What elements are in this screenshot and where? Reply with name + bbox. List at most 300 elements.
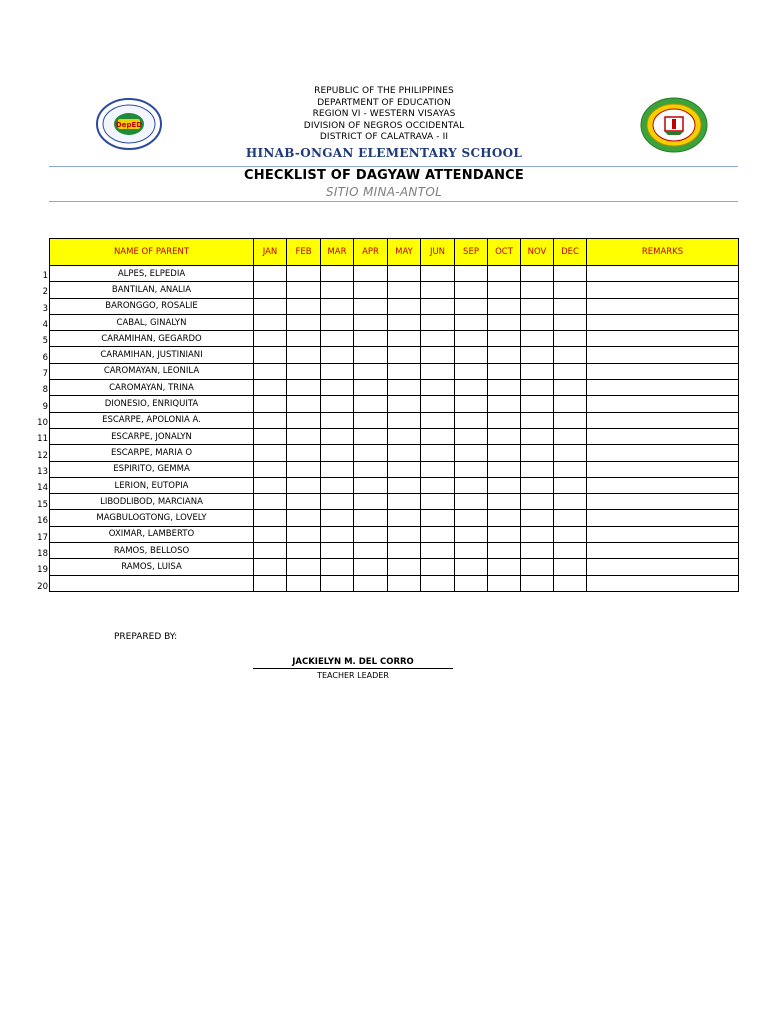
prepared-by-label: PREPARED BY: [114, 632, 178, 642]
attendance-cell[interactable] [554, 331, 587, 347]
remarks-cell[interactable] [587, 559, 739, 575]
attendance-cell[interactable] [554, 559, 587, 575]
row-number: 10 [37, 418, 48, 429]
document-title: CHECKLIST OF DAGYAW ATTENDANCE [244, 168, 524, 183]
attendance-cell[interactable] [254, 282, 287, 298]
attendance-cell[interactable] [354, 282, 388, 298]
attendance-cell[interactable] [421, 575, 455, 591]
parent-name-cell[interactable]: ESPIRITO, GEMMA [50, 461, 254, 477]
attendance-cell[interactable] [455, 445, 488, 461]
attendance-cell[interactable] [354, 412, 388, 428]
attendance-cell[interactable] [488, 412, 521, 428]
attendance-cell[interactable] [455, 282, 488, 298]
attendance-cell[interactable] [321, 510, 354, 526]
attendance-cell[interactable] [354, 380, 388, 396]
attendance-cell[interactable] [421, 543, 455, 559]
attendance-cell[interactable] [321, 412, 354, 428]
column-header-feb: FEB [287, 239, 321, 266]
attendance-cell[interactable] [421, 331, 455, 347]
table-row [50, 266, 739, 282]
divider-top [49, 166, 738, 167]
attendance-cell[interactable] [254, 412, 287, 428]
remarks-cell[interactable] [587, 477, 739, 493]
attendance-cell[interactable] [388, 396, 421, 412]
attendance-cell[interactable] [521, 396, 554, 412]
attendance-cell[interactable] [455, 543, 488, 559]
attendance-cell[interactable] [421, 347, 455, 363]
row-number: 14 [37, 483, 48, 494]
attendance-cell[interactable] [554, 510, 587, 526]
attendance-cell[interactable] [488, 396, 521, 412]
attendance-cell[interactable] [287, 331, 321, 347]
column-header-mar: MAR [321, 239, 354, 266]
row-number: 3 [42, 303, 48, 314]
attendance-cell[interactable] [521, 543, 554, 559]
remarks-cell[interactable] [587, 575, 739, 591]
attendance-cell[interactable] [421, 526, 455, 542]
attendance-cell[interactable] [321, 559, 354, 575]
attendance-cell[interactable] [254, 298, 287, 314]
column-header-may: MAY [388, 239, 421, 266]
attendance-cell[interactable] [421, 412, 455, 428]
attendance-cell[interactable] [354, 428, 388, 444]
attendance-cell[interactable] [455, 347, 488, 363]
attendance-cell[interactable] [388, 510, 421, 526]
attendance-cell[interactable] [488, 543, 521, 559]
attendance-cell[interactable] [488, 380, 521, 396]
parent-name-cell[interactable]: CAROMAYAN, TRINA [50, 380, 254, 396]
attendance-cell[interactable] [421, 266, 455, 282]
attendance-cell[interactable] [287, 266, 321, 282]
remarks-cell[interactable] [587, 428, 739, 444]
remarks-cell[interactable] [587, 526, 739, 542]
attendance-cell[interactable] [254, 543, 287, 559]
attendance-cell[interactable] [321, 363, 354, 379]
attendance-cell[interactable] [254, 314, 287, 330]
attendance-cell[interactable] [354, 494, 388, 510]
table-row [50, 298, 739, 314]
column-header-jan: JAN [254, 239, 287, 266]
attendance-cell[interactable] [287, 380, 321, 396]
table-row [50, 543, 739, 559]
attendance-cell[interactable] [321, 543, 354, 559]
remarks-cell[interactable] [587, 445, 739, 461]
attendance-cell[interactable] [488, 575, 521, 591]
attendance-cell[interactable] [354, 559, 388, 575]
attendance-cell[interactable] [488, 461, 521, 477]
row-number: 18 [37, 548, 48, 559]
attendance-cell[interactable] [554, 266, 587, 282]
attendance-cell[interactable] [354, 314, 388, 330]
header-line-region: REGION VI - WESTERN VISAYAS [312, 109, 456, 119]
attendance-cell[interactable] [488, 510, 521, 526]
attendance-cell[interactable] [554, 543, 587, 559]
attendance-cell[interactable] [421, 380, 455, 396]
table-row [50, 428, 739, 444]
remarks-cell[interactable] [587, 461, 739, 477]
table-row [50, 363, 739, 379]
row-number: 17 [37, 532, 48, 543]
attendance-cell[interactable] [254, 266, 287, 282]
table-row [50, 282, 739, 298]
attendance-cell[interactable] [421, 396, 455, 412]
attendance-cell[interactable] [254, 331, 287, 347]
attendance-cell[interactable] [321, 494, 354, 510]
attendance-cell[interactable] [388, 477, 421, 493]
column-header-apr: APR [354, 239, 388, 266]
attendance-cell[interactable] [554, 298, 587, 314]
remarks-cell[interactable] [587, 494, 739, 510]
attendance-cell[interactable] [354, 543, 388, 559]
parent-name-cell[interactable] [50, 575, 254, 591]
attendance-cell[interactable] [287, 282, 321, 298]
parent-name-cell[interactable]: CARAMIHAN, JUSTINIANI [50, 347, 254, 363]
column-header-remarks: REMARKS [587, 239, 739, 266]
attendance-cell[interactable] [388, 412, 421, 428]
attendance-cell[interactable] [254, 396, 287, 412]
attendance-cell[interactable] [321, 575, 354, 591]
document-subtitle: SITIO MINA-ANTOL [325, 185, 443, 199]
attendance-cell[interactable] [521, 477, 554, 493]
attendance-cell[interactable] [421, 314, 455, 330]
remarks-cell[interactable] [587, 314, 739, 330]
attendance-cell[interactable] [521, 559, 554, 575]
parent-name-cell[interactable]: BANTILAN, ANALIA [50, 282, 254, 298]
attendance-cell[interactable] [521, 380, 554, 396]
parent-name-cell[interactable]: ESCARPE, JONALYN [50, 428, 254, 444]
attendance-cell[interactable] [321, 461, 354, 477]
row-number: 13 [37, 467, 48, 478]
agency-header [0, 86, 768, 144]
attendance-cell[interactable] [455, 477, 488, 493]
attendance-cell[interactable] [287, 363, 321, 379]
table-row [50, 510, 739, 526]
attendance-cell[interactable] [488, 331, 521, 347]
attendance-cell[interactable] [254, 445, 287, 461]
attendance-cell[interactable] [455, 526, 488, 542]
attendance-cell[interactable] [554, 445, 587, 461]
attendance-cell[interactable] [421, 559, 455, 575]
table-row [50, 461, 739, 477]
attendance-cell[interactable] [388, 445, 421, 461]
attendance-cell[interactable] [287, 396, 321, 412]
table-row [50, 380, 739, 396]
parent-name-cell[interactable]: RAMOS, BELLOSO [50, 543, 254, 559]
attendance-cell[interactable] [455, 428, 488, 444]
parent-name-cell[interactable]: OXIMAR, LAMBERTO [50, 526, 254, 542]
row-number: 6 [42, 352, 48, 363]
attendance-cell[interactable] [321, 331, 354, 347]
attendance-cell[interactable] [421, 510, 455, 526]
table-row [50, 314, 739, 330]
attendance-cell[interactable] [354, 510, 388, 526]
attendance-cell[interactable] [554, 347, 587, 363]
attendance-cell[interactable] [554, 363, 587, 379]
attendance-cell[interactable] [554, 575, 587, 591]
row-number: 11 [37, 434, 48, 445]
attendance-cell[interactable] [388, 298, 421, 314]
attendance-cell[interactable] [521, 266, 554, 282]
remarks-cell[interactable] [587, 266, 739, 282]
attendance-cell[interactable] [554, 396, 587, 412]
attendance-cell[interactable] [254, 575, 287, 591]
attendance-cell[interactable] [254, 526, 287, 542]
remarks-cell[interactable] [587, 412, 739, 428]
attendance-cell[interactable] [488, 559, 521, 575]
attendance-cell[interactable] [521, 494, 554, 510]
remarks-cell[interactable] [587, 380, 739, 396]
attendance-cell[interactable] [287, 510, 321, 526]
attendance-cell[interactable] [521, 510, 554, 526]
attendance-cell[interactable] [354, 526, 388, 542]
parent-name-cell[interactable]: CABAL, GINALYN [50, 314, 254, 330]
attendance-cell[interactable] [421, 363, 455, 379]
attendance-cell[interactable] [554, 461, 587, 477]
attendance-cell[interactable] [388, 461, 421, 477]
attendance-cell[interactable] [554, 526, 587, 542]
attendance-cell[interactable] [388, 559, 421, 575]
attendance-cell[interactable] [354, 477, 388, 493]
attendance-cell[interactable] [354, 575, 388, 591]
attendance-cell[interactable] [488, 526, 521, 542]
parent-name-cell[interactable]: MAGBULOGTONG, LOVELY [50, 510, 254, 526]
attendance-cell[interactable] [488, 347, 521, 363]
attendance-table [49, 238, 739, 592]
attendance-cell[interactable] [421, 461, 455, 477]
attendance-cell[interactable] [388, 331, 421, 347]
table-row [50, 526, 739, 542]
attendance-cell[interactable] [554, 494, 587, 510]
attendance-cell[interactable] [321, 428, 354, 444]
attendance-cell[interactable] [254, 428, 287, 444]
attendance-cell[interactable] [521, 461, 554, 477]
attendance-cell[interactable] [354, 461, 388, 477]
attendance-cell[interactable] [388, 543, 421, 559]
attendance-cell[interactable] [321, 314, 354, 330]
attendance-cell[interactable] [287, 428, 321, 444]
table-row [50, 396, 739, 412]
attendance-cell[interactable] [455, 396, 488, 412]
attendance-cell[interactable] [254, 494, 287, 510]
attendance-cell[interactable] [287, 347, 321, 363]
attendance-cell[interactable] [388, 363, 421, 379]
attendance-cell[interactable] [521, 575, 554, 591]
attendance-cell[interactable] [388, 428, 421, 444]
attendance-cell[interactable] [521, 282, 554, 298]
parent-name-cell[interactable]: ESCARPE, APOLONIA A. [50, 412, 254, 428]
remarks-cell[interactable] [587, 543, 739, 559]
table-header-row [50, 239, 739, 266]
row-number: 16 [37, 516, 48, 527]
attendance-cell[interactable] [321, 266, 354, 282]
attendance-cell[interactable] [488, 445, 521, 461]
attendance-cell[interactable] [388, 575, 421, 591]
attendance-cell[interactable] [354, 331, 388, 347]
row-number: 19 [37, 565, 48, 576]
row-number: 4 [42, 320, 48, 331]
attendance-cell[interactable] [421, 298, 455, 314]
attendance-cell[interactable] [287, 314, 321, 330]
attendance-cell[interactable] [287, 461, 321, 477]
attendance-cell[interactable] [521, 363, 554, 379]
attendance-cell[interactable] [521, 526, 554, 542]
parent-name-cell[interactable]: ALPES, ELPEDIA [50, 266, 254, 282]
header-line-district: DISTRICT OF CALATRAVA - II [319, 132, 449, 142]
row-number: 2 [42, 287, 48, 298]
attendance-cell[interactable] [321, 298, 354, 314]
attendance-cell[interactable] [554, 477, 587, 493]
table-row [50, 445, 739, 461]
logo-text: DepED [115, 121, 143, 129]
attendance-cell[interactable] [321, 526, 354, 542]
attendance-cell[interactable] [521, 331, 554, 347]
parent-name-cell[interactable]: CAROMAYAN, LEONILA [50, 363, 254, 379]
row-number: 7 [42, 369, 48, 380]
attendance-cell[interactable] [421, 494, 455, 510]
parent-name-cell[interactable]: CARAMIHAN, GEGARDO [50, 331, 254, 347]
attendance-cell[interactable] [488, 363, 521, 379]
divider-bottom [49, 201, 738, 202]
attendance-cell[interactable] [321, 380, 354, 396]
attendance-cell[interactable] [287, 494, 321, 510]
attendance-cell[interactable] [554, 380, 587, 396]
row-number: 8 [42, 385, 48, 396]
header-line-department: DEPARTMENT OF EDUCATION [317, 97, 451, 108]
parent-name-cell[interactable]: BARONGGO, ROSALIE [50, 298, 254, 314]
attendance-cell[interactable] [354, 266, 388, 282]
parent-name-cell[interactable]: LERION, EUTOPIA [50, 477, 254, 493]
attendance-cell[interactable] [455, 412, 488, 428]
parent-name-cell[interactable]: LIBODLIBOD, MARCIANA [50, 494, 254, 510]
attendance-cell[interactable] [521, 428, 554, 444]
column-header-nov: NOV [521, 239, 554, 266]
attendance-cell[interactable] [254, 380, 287, 396]
attendance-cell[interactable] [488, 494, 521, 510]
signer-role: TEACHER LEADER [317, 671, 389, 680]
attendance-cell[interactable] [421, 445, 455, 461]
remarks-cell[interactable] [587, 298, 739, 314]
attendance-cell[interactable] [455, 494, 488, 510]
attendance-cell[interactable] [488, 298, 521, 314]
table-row [50, 412, 739, 428]
remarks-cell[interactable] [587, 282, 739, 298]
attendance-cell[interactable] [488, 266, 521, 282]
remarks-cell[interactable] [587, 347, 739, 363]
attendance-cell[interactable] [388, 380, 421, 396]
parent-name-cell[interactable]: ESCARPE, MARIA O [50, 445, 254, 461]
attendance-cell[interactable] [287, 298, 321, 314]
attendance-cell[interactable] [488, 282, 521, 298]
attendance-cell[interactable] [388, 526, 421, 542]
attendance-cell[interactable] [521, 314, 554, 330]
remarks-cell[interactable] [587, 510, 739, 526]
row-number: 15 [37, 499, 48, 510]
attendance-cell[interactable] [388, 266, 421, 282]
attendance-cell[interactable] [421, 428, 455, 444]
attendance-cell[interactable] [287, 543, 321, 559]
attendance-cell[interactable] [455, 510, 488, 526]
attendance-cell[interactable] [521, 298, 554, 314]
attendance-cell[interactable] [388, 347, 421, 363]
attendance-cell[interactable] [254, 510, 287, 526]
header-line-division: DIVISION OF NEGROS OCCIDENTAL [303, 120, 465, 131]
attendance-cell[interactable] [254, 461, 287, 477]
attendance-cell[interactable] [287, 412, 321, 428]
attendance-cell[interactable] [554, 314, 587, 330]
attendance-cell[interactable] [455, 314, 488, 330]
attendance-cell[interactable] [554, 412, 587, 428]
attendance-cell[interactable] [287, 445, 321, 461]
attendance-cell[interactable] [388, 494, 421, 510]
attendance-cell[interactable] [421, 477, 455, 493]
attendance-cell[interactable] [287, 526, 321, 542]
attendance-cell[interactable] [488, 477, 521, 493]
parent-name-cell[interactable]: RAMOS, LUISA [50, 559, 254, 575]
parent-name-cell[interactable]: DIONESIO, ENRIQUITA [50, 396, 254, 412]
attendance-cell[interactable] [455, 380, 488, 396]
attendance-cell[interactable] [354, 396, 388, 412]
school-name: HINAB-ONGAN ELEMENTARY SCHOOL [245, 146, 523, 160]
attendance-cell[interactable] [321, 445, 354, 461]
attendance-cell[interactable] [455, 559, 488, 575]
column-header-dec: DEC [554, 239, 587, 266]
attendance-cell[interactable] [321, 347, 354, 363]
attendance-cell[interactable] [254, 347, 287, 363]
attendance-cell[interactable] [455, 461, 488, 477]
header-line-republic: REPUBLIC OF THE PHILIPPINES [314, 86, 454, 96]
attendance-cell[interactable] [321, 282, 354, 298]
attendance-cell[interactable] [254, 559, 287, 575]
attendance-cell[interactable] [554, 282, 587, 298]
attendance-cell[interactable] [521, 347, 554, 363]
attendance-cell[interactable] [287, 575, 321, 591]
attendance-cell[interactable] [455, 331, 488, 347]
attendance-cell[interactable] [321, 477, 354, 493]
attendance-cell[interactable] [287, 559, 321, 575]
table-row [50, 347, 739, 363]
attendance-cell[interactable] [354, 347, 388, 363]
attendance-cell[interactable] [488, 314, 521, 330]
attendance-cell[interactable] [354, 298, 388, 314]
attendance-cell[interactable] [455, 298, 488, 314]
attendance-cell[interactable] [388, 282, 421, 298]
attendance-cell[interactable] [388, 314, 421, 330]
row-number: 12 [37, 450, 48, 461]
column-header-oct: OCT [488, 239, 521, 266]
column-header-name-of-parent: NAME OF PARENT [50, 239, 254, 266]
row-number-column [28, 265, 48, 592]
attendance-cell[interactable] [521, 445, 554, 461]
attendance-cell[interactable] [321, 396, 354, 412]
attendance-cell[interactable] [354, 445, 388, 461]
attendance-cell[interactable] [455, 363, 488, 379]
attendance-cell[interactable] [521, 412, 554, 428]
attendance-cell[interactable] [254, 363, 287, 379]
attendance-cell[interactable] [455, 266, 488, 282]
row-number: 5 [42, 336, 48, 347]
attendance-cell[interactable] [488, 428, 521, 444]
attendance-cell[interactable] [354, 363, 388, 379]
attendance-cell[interactable] [455, 575, 488, 591]
remarks-cell[interactable] [587, 363, 739, 379]
attendance-cell[interactable] [554, 428, 587, 444]
row-number: 9 [42, 401, 48, 412]
attendance-cell[interactable] [287, 477, 321, 493]
attendance-cell[interactable] [254, 477, 287, 493]
remarks-cell[interactable] [587, 331, 739, 347]
attendance-cell[interactable] [421, 282, 455, 298]
remarks-cell[interactable] [587, 396, 739, 412]
